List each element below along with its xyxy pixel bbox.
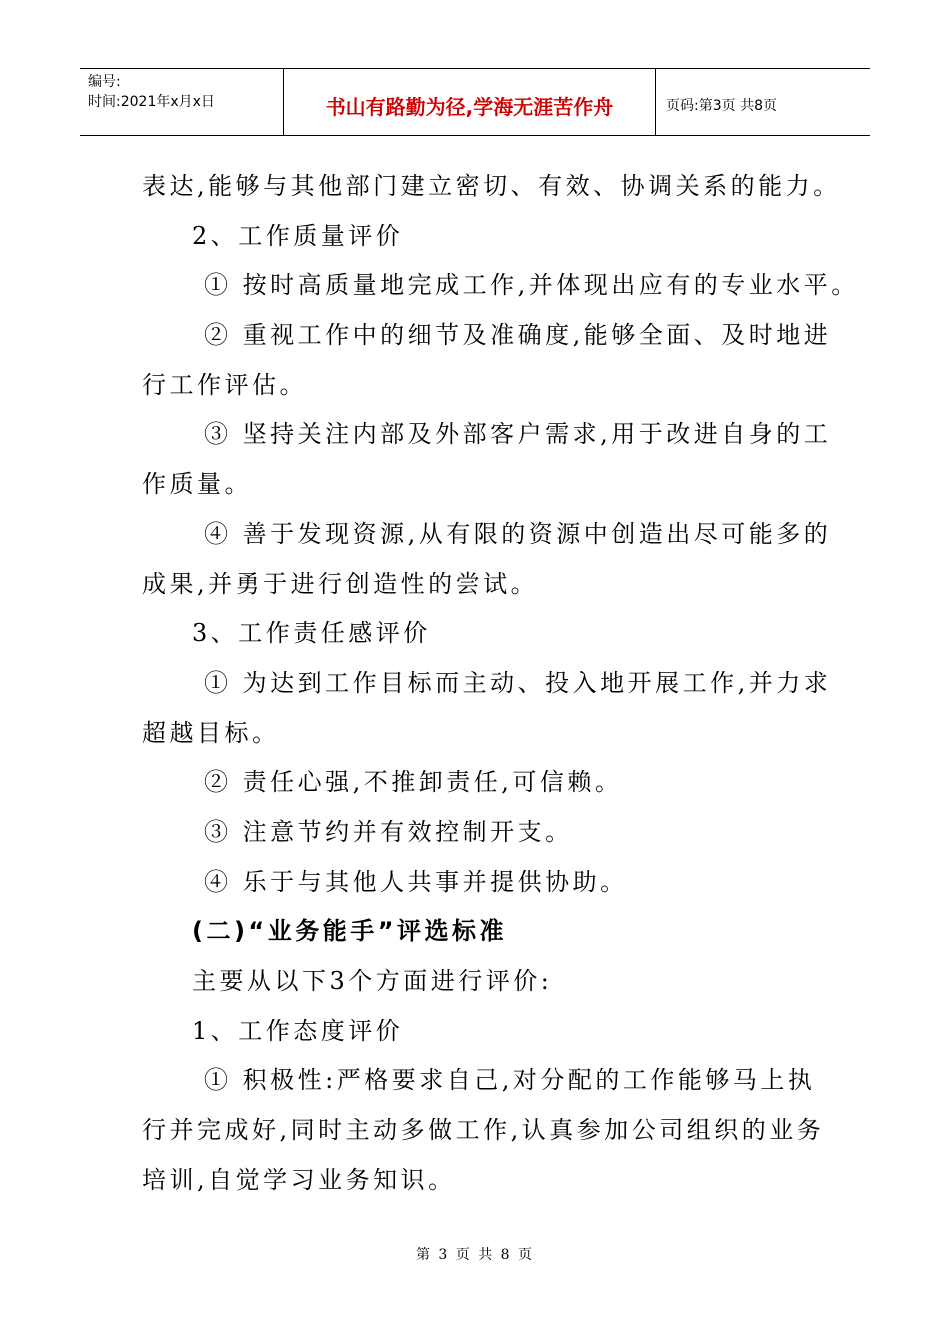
list-item: ④ 乐于与其他人共事并提供协助。	[204, 867, 628, 896]
time-label: 时间:2021年x月x日	[88, 94, 215, 110]
section-heading: 1、工作态度评价	[192, 1016, 404, 1045]
chapter-heading: (二)“业务能手”评选标准	[192, 917, 507, 946]
paragraph-line: 主要从以下3个方面进行评价:	[192, 967, 553, 995]
document-body	[142, 162, 859, 1205]
paragraph-line: 超越目标。	[142, 718, 280, 747]
list-item: ③ 注意节约并有效控制开支。	[204, 817, 573, 846]
paragraph-line: 表达,能够与其他部门建立密切、有效、协调关系的能力。	[142, 172, 841, 200]
list-item: ③ 坚持关注内部及外部客户需求,用于改进自身的工	[204, 420, 832, 449]
paragraph-line: 培训,自觉学习业务知识。	[142, 1165, 456, 1194]
list-item: ② 责任心强,不推卸责任,可信赖。	[204, 768, 623, 797]
paragraph-line: 作质量。	[142, 470, 252, 499]
page-footer: 第 3 页 共 8 页	[415, 1247, 535, 1263]
paragraph-line: 行工作评估。	[142, 370, 307, 399]
list-item: ② 重视工作中的细节及准确度,能够全面、及时地进	[204, 321, 832, 350]
paragraph-line: 成果,并勇于进行创造性的尝试。	[142, 569, 539, 598]
list-item: ① 积极性:严格要求自己,对分配的工作能够马上执	[204, 1066, 816, 1095]
document-header	[80, 68, 870, 136]
paragraph-line: 行并完成好,同时主动多做工作,认真参加公司组织的业务	[142, 1116, 825, 1145]
header-page-info: 页码:第3页 共8页	[666, 98, 777, 114]
section-heading: 2、工作质量评价	[192, 221, 404, 250]
list-item: ④ 善于发现资源,从有限的资源中创造出尽可能多的	[204, 519, 832, 548]
section-heading: 3、工作责任感评价	[192, 619, 431, 648]
list-item: ① 为达到工作目标而主动、投入地开展工作,并力求	[204, 668, 832, 697]
header-motto: 书山有路勤为径,学海无涯苦作舟	[284, 69, 656, 135]
serial-label: 编号:	[88, 74, 121, 90]
header-meta	[80, 69, 284, 135]
list-item: ① 按时高质量地完成工作,并体现出应有的专业水平。	[204, 271, 859, 300]
